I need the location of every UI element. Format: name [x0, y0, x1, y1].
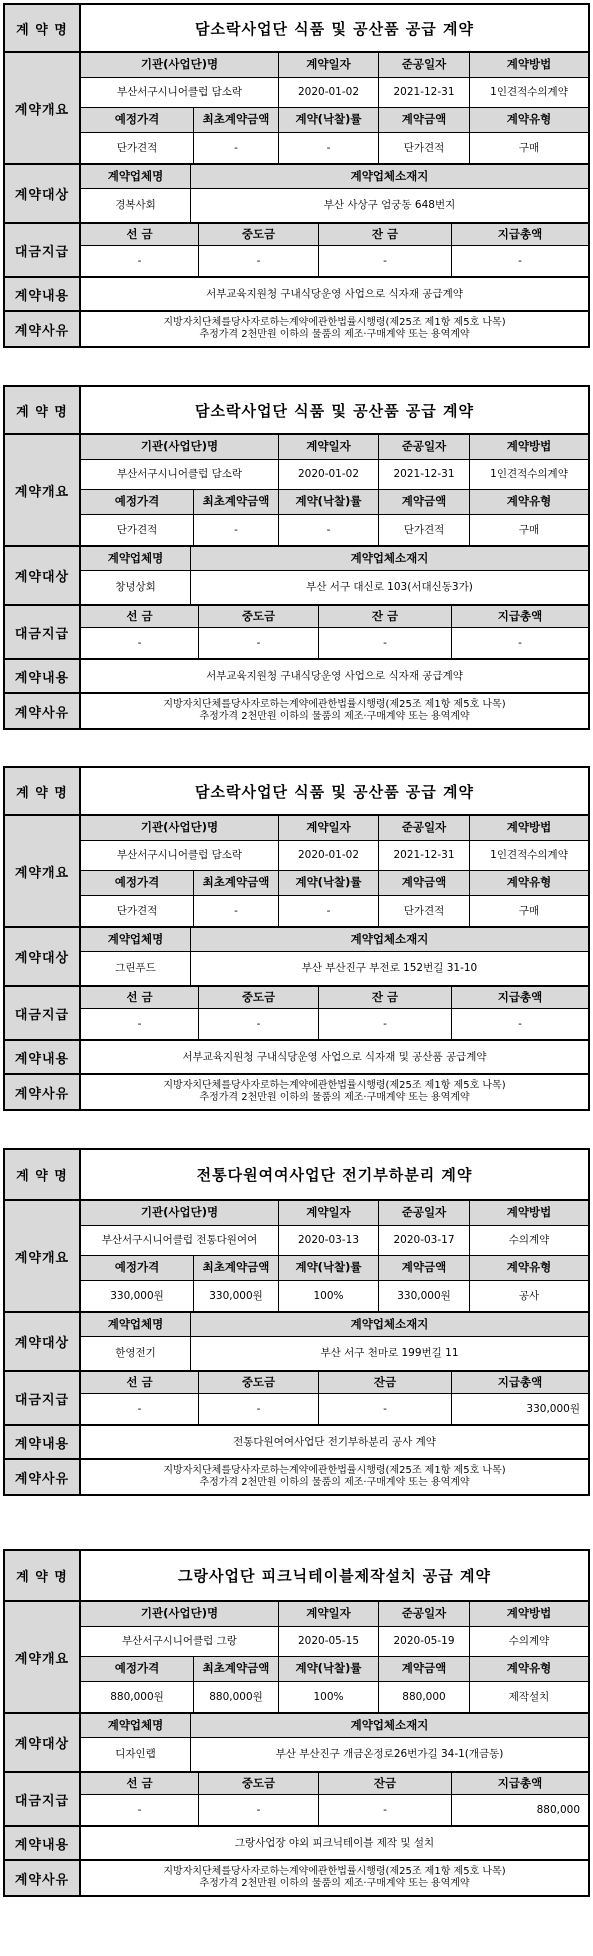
- reason-text: [81, 1075, 588, 1109]
- party-body: [81, 547, 588, 604]
- method-value: 1인견적수의계약: [470, 460, 588, 490]
- payment-grid: [81, 606, 588, 658]
- party-row: [5, 1714, 588, 1773]
- contract-title-body: [81, 387, 588, 433]
- completion-date-value: 2021-12-31: [379, 78, 470, 108]
- rate-value: 100%: [279, 1281, 379, 1311]
- contract-name-label: 계 약 명: [5, 768, 81, 814]
- agency-value: 부산서구시니어클럽 담소락: [81, 78, 279, 108]
- party-row: [5, 928, 588, 987]
- contract-date-value: 2020-01-02: [279, 78, 379, 108]
- company-name-value: 경복사회: [81, 189, 191, 222]
- party-row: [5, 165, 588, 224]
- reason-label: 계약사유: [5, 1075, 81, 1109]
- overview-body: [81, 1201, 588, 1311]
- contract-date-value: 2020-05-15: [279, 1627, 379, 1657]
- method-header: 계약방법: [470, 816, 588, 841]
- party-body: [81, 165, 588, 222]
- completion-date-header: 준공일자: [379, 53, 470, 78]
- advance-header: 선 금: [81, 224, 199, 246]
- overview-row: [5, 816, 588, 928]
- completion-date-header: 준공일자: [379, 816, 470, 841]
- party-label: 계약대상: [5, 547, 81, 604]
- interim-value: -: [199, 628, 319, 658]
- payment-body: [81, 606, 588, 658]
- contract-type-header: 계약유형: [470, 108, 588, 133]
- contract-title-row: [5, 768, 588, 816]
- contract-type-header: 계약유형: [470, 871, 588, 896]
- company-name-value: 디자인랩: [81, 1738, 191, 1771]
- contract-title-row: [5, 387, 588, 435]
- company-address-header: 계약업체소재지: [191, 547, 588, 571]
- content-body: [81, 1827, 588, 1859]
- initial-amount-header: 최초계약금액: [194, 108, 279, 133]
- reason-text: [81, 694, 588, 728]
- agency-header: 기관(사업단)명: [81, 1602, 279, 1627]
- company-address-value: 부산 부산진구 부전로 152번길 31-10: [191, 952, 588, 985]
- reason-label: 계약사유: [5, 1460, 81, 1494]
- party-row: [5, 1313, 588, 1372]
- reason-row: [5, 1075, 588, 1109]
- payment-body: [81, 1372, 588, 1424]
- estimated-price-header: 예정가격: [81, 1657, 194, 1682]
- initial-amount-header: 최초계약금액: [194, 871, 279, 896]
- reason-line-2: 추정가격 2천만원 이하의 물품의 제조·구매계약 또는 용역계약: [199, 329, 470, 340]
- company-address-header: 계약업체소재지: [191, 928, 588, 952]
- total-header: 지급총액: [452, 1773, 588, 1795]
- balance-value: -: [319, 1009, 452, 1039]
- contract-amount-value: 330,000원: [379, 1281, 470, 1311]
- overview-label: 계약개요: [5, 1201, 81, 1311]
- rate-header: 계약(낙찰)률: [279, 1256, 379, 1281]
- interim-value: -: [199, 246, 319, 276]
- advance-value: -: [81, 1009, 199, 1039]
- method-header: 계약방법: [470, 53, 588, 78]
- method-value: 수의계약: [470, 1226, 588, 1256]
- interim-value: -: [199, 1394, 319, 1424]
- contract-name-label: 계 약 명: [5, 387, 81, 433]
- estimated-price-header: 예정가격: [81, 108, 194, 133]
- initial-amount-header: 최초계약금액: [194, 1657, 279, 1682]
- payment-grid: [81, 987, 588, 1039]
- payment-row: [5, 224, 588, 278]
- contract-amount-value: 단가견적: [379, 896, 470, 926]
- reason-line-2: 추정가격 2천만원 이하의 물품의 제조·구매계약 또는 용역계약: [199, 711, 470, 722]
- contract-type-value: 구매: [470, 133, 588, 163]
- initial-amount-value: -: [194, 515, 279, 545]
- overview-grid: [81, 1201, 588, 1311]
- company-name-value: 그린푸드: [81, 952, 191, 985]
- initial-amount-value: 330,000원: [194, 1281, 279, 1311]
- content-text: 서부교육지원청 구내식당운영 사업으로 식자재 공급계약: [206, 669, 463, 682]
- estimated-price-value: 880,000원: [81, 1682, 194, 1712]
- company-address-header: 계약업체소재지: [191, 165, 588, 189]
- overview-label: 계약개요: [5, 816, 81, 926]
- estimated-price-value: 330,000원: [81, 1281, 194, 1311]
- advance-value: -: [81, 1795, 199, 1825]
- party-grid: [81, 165, 588, 222]
- overview-row: [5, 1201, 588, 1313]
- estimated-price-value: 단가견적: [81, 896, 194, 926]
- contract-name-label: 계 약 명: [5, 1150, 81, 1199]
- contract-card: [3, 1549, 590, 1897]
- payment-body: [81, 987, 588, 1039]
- company-address-value: 부산 서구 천마로 199번길 11: [191, 1337, 588, 1370]
- interim-header: 중도금: [199, 1773, 319, 1795]
- content-row: [5, 1041, 588, 1075]
- content-body: [81, 660, 588, 692]
- total-value: 330,000원: [452, 1394, 588, 1424]
- party-grid: [81, 1313, 588, 1370]
- contract-type-value: 구매: [470, 515, 588, 545]
- contract-type-value: 제작설치: [470, 1682, 588, 1712]
- company-name-header: 계약업체명: [81, 1714, 191, 1738]
- reason-body: [81, 1861, 588, 1895]
- initial-amount-value: -: [194, 133, 279, 163]
- estimated-price-header: 예정가격: [81, 490, 194, 515]
- balance-header: 잔 금: [319, 224, 452, 246]
- reason-row: [5, 312, 588, 346]
- content-text: 그랑사업장 야외 피크닉테이블 제작 및 설치: [234, 1836, 435, 1849]
- advance-value: -: [81, 1394, 199, 1424]
- balance-header: 잔금: [319, 1372, 452, 1394]
- estimated-price-header: 예정가격: [81, 1256, 194, 1281]
- content-text: 서부교육지원청 구내식당운영 사업으로 식자재 및 공산품 공급계약: [182, 1050, 487, 1063]
- advance-value: -: [81, 246, 199, 276]
- content-body: [81, 278, 588, 310]
- content-label: 계약내용: [5, 278, 81, 310]
- total-header: 지급총액: [452, 224, 588, 246]
- contract-date-header: 계약일자: [279, 435, 379, 460]
- reason-body: [81, 1075, 588, 1109]
- method-header: 계약방법: [470, 1602, 588, 1627]
- reason-line-1: 지방자치단체를당사자로하는계약에관한법률시행령(제25조 제1항 제5호 나목): [163, 1080, 506, 1091]
- party-body: [81, 1313, 588, 1370]
- content-label: 계약내용: [5, 660, 81, 692]
- rate-value: -: [279, 133, 379, 163]
- company-name-value: 창녕상회: [81, 571, 191, 604]
- content-row: [5, 278, 588, 312]
- method-header: 계약방법: [470, 435, 588, 460]
- completion-date-value: 2021-12-31: [379, 460, 470, 490]
- party-grid: [81, 1714, 588, 1771]
- party-grid: [81, 928, 588, 985]
- contract-date-header: 계약일자: [279, 53, 379, 78]
- contract-date-header: 계약일자: [279, 1201, 379, 1226]
- agency-header: 기관(사업단)명: [81, 816, 279, 841]
- balance-value: -: [319, 1394, 452, 1424]
- payment-grid: [81, 1773, 588, 1825]
- contract-amount-value: 단가견적: [379, 133, 470, 163]
- contract-amount-header: 계약금액: [379, 1657, 470, 1682]
- contract-card: [3, 385, 590, 730]
- balance-header: 잔 금: [319, 606, 452, 628]
- agency-value: 부산서구시니어클럽 전통다원여여: [81, 1226, 279, 1256]
- completion-date-value: 2021-12-31: [379, 841, 470, 871]
- completion-date-header: 준공일자: [379, 435, 470, 460]
- interim-header: 중도금: [199, 1372, 319, 1394]
- contract-title: 그랑사업단 피크닉테이블제작설치 공급 계약: [178, 1567, 491, 1585]
- contract-title: 전통다원여여사업단 전기부하분리 계약: [196, 1166, 473, 1184]
- total-value: -: [452, 1009, 588, 1039]
- reason-text: [81, 312, 588, 346]
- overview-body: [81, 1602, 588, 1712]
- completion-date-header: 준공일자: [379, 1201, 470, 1226]
- contract-type-header: 계약유형: [470, 490, 588, 515]
- overview-body: [81, 816, 588, 926]
- completion-date-header: 준공일자: [379, 1602, 470, 1627]
- contract-amount-header: 계약금액: [379, 490, 470, 515]
- content-row: [5, 660, 588, 694]
- rate-value: -: [279, 896, 379, 926]
- contract-title-body: [81, 1551, 588, 1600]
- interim-header: 중도금: [199, 606, 319, 628]
- company-name-header: 계약업체명: [81, 928, 191, 952]
- reason-row: [5, 1861, 588, 1895]
- reason-text: [81, 1861, 588, 1895]
- contract-date-header: 계약일자: [279, 816, 379, 841]
- contract-name-label: 계 약 명: [5, 1551, 81, 1600]
- method-value: 1인견적수의계약: [470, 78, 588, 108]
- party-body: [81, 928, 588, 985]
- company-name-header: 계약업체명: [81, 1313, 191, 1337]
- contract-date-value: 2020-01-02: [279, 460, 379, 490]
- content-label: 계약내용: [5, 1426, 81, 1458]
- payment-row: [5, 1372, 588, 1426]
- contract-amount-value: 880,000: [379, 1682, 470, 1712]
- payment-body: [81, 1773, 588, 1825]
- content-body: [81, 1426, 588, 1458]
- initial-amount-value: -: [194, 896, 279, 926]
- rate-header: 계약(낙찰)률: [279, 1657, 379, 1682]
- contract-amount-header: 계약금액: [379, 108, 470, 133]
- agency-value: 부산서구시니어클럽 담소락: [81, 841, 279, 871]
- reason-line-1: 지방자치단체를당사자로하는계약에관한법률시행령(제25조 제1항 제5호 나목): [163, 1866, 506, 1877]
- advance-value: -: [81, 628, 199, 658]
- company-address-value: 부산 사상구 엄궁동 648번지: [191, 189, 588, 222]
- advance-header: 선 금: [81, 987, 199, 1009]
- payment-grid: [81, 224, 588, 276]
- overview-label: 계약개요: [5, 1602, 81, 1712]
- overview-body: [81, 53, 588, 163]
- reason-body: [81, 312, 588, 346]
- party-body: [81, 1714, 588, 1771]
- contract-date-value: 2020-03-13: [279, 1226, 379, 1256]
- total-header: 지급총액: [452, 1372, 588, 1394]
- overview-grid: [81, 1602, 588, 1712]
- estimated-price-value: 단가견적: [81, 133, 194, 163]
- company-name-header: 계약업체명: [81, 165, 191, 189]
- balance-header: 잔금: [319, 1773, 452, 1795]
- agency-value: 부산서구시니어클럽 담소락: [81, 460, 279, 490]
- reason-body: [81, 1460, 588, 1494]
- balance-value: -: [319, 1795, 452, 1825]
- overview-grid: [81, 816, 588, 926]
- content-label: 계약내용: [5, 1041, 81, 1073]
- overview-grid: [81, 435, 588, 545]
- payment-body: [81, 224, 588, 276]
- company-address-header: 계약업체소재지: [191, 1313, 588, 1337]
- balance-header: 잔 금: [319, 987, 452, 1009]
- contract-amount-header: 계약금액: [379, 871, 470, 896]
- party-label: 계약대상: [5, 928, 81, 985]
- content-row: [5, 1426, 588, 1460]
- content-row: [5, 1827, 588, 1861]
- reason-row: [5, 694, 588, 728]
- content-body: [81, 1041, 588, 1073]
- company-name-header: 계약업체명: [81, 547, 191, 571]
- rate-header: 계약(낙찰)률: [279, 871, 379, 896]
- total-value: 880,000: [452, 1795, 588, 1825]
- party-grid: [81, 547, 588, 604]
- party-label: 계약대상: [5, 165, 81, 222]
- contract-title: 담소락사업단 식품 및 공산품 공급 계약: [195, 401, 474, 420]
- reason-line-2: 추정가격 2천만원 이하의 물품의 제조·구매계약 또는 용역계약: [199, 1477, 470, 1488]
- contract-title-body: [81, 1150, 588, 1199]
- payment-label: 대금지급: [5, 1372, 81, 1424]
- total-header: 지급총액: [452, 987, 588, 1009]
- contract-type-value: 구매: [470, 896, 588, 926]
- agency-value: 부산서구시니어클럽 그랑: [81, 1627, 279, 1657]
- balance-value: -: [319, 628, 452, 658]
- rate-header: 계약(낙찰)률: [279, 108, 379, 133]
- company-address-value: 부산 서구 대신로 103(서대신동3가): [191, 571, 588, 604]
- company-name-value: 한영전기: [81, 1337, 191, 1370]
- contract-card: [3, 1148, 590, 1496]
- total-value: -: [452, 246, 588, 276]
- payment-row: [5, 987, 588, 1041]
- contract-card: [3, 3, 590, 348]
- company-address-header: 계약업체소재지: [191, 1714, 588, 1738]
- party-label: 계약대상: [5, 1714, 81, 1771]
- total-header: 지급총액: [452, 606, 588, 628]
- method-value: 1인견적수의계약: [470, 841, 588, 871]
- estimated-price-value: 단가견적: [81, 515, 194, 545]
- method-header: 계약방법: [470, 1201, 588, 1226]
- contract-title: 담소락사업단 식품 및 공산품 공급 계약: [195, 19, 474, 38]
- contract-title-row: [5, 1150, 588, 1201]
- completion-date-value: 2020-05-19: [379, 1627, 470, 1657]
- company-address-value: 부산 부산진구 개금온정로26번가길 34-1(개금동): [191, 1738, 588, 1771]
- party-label: 계약대상: [5, 1313, 81, 1370]
- payment-label: 대금지급: [5, 987, 81, 1039]
- overview-label: 계약개요: [5, 435, 81, 545]
- overview-body: [81, 435, 588, 545]
- reason-line-2: 추정가격 2천만원 이하의 물품의 제조·구매계약 또는 용역계약: [199, 1878, 470, 1889]
- contract-name-label: 계 약 명: [5, 5, 81, 51]
- reason-line-1: 지방자치단체를당사자로하는계약에관한법률시행령(제25조 제1항 제5호 나목): [163, 317, 506, 328]
- contract-title-body: [81, 768, 588, 814]
- rate-header: 계약(낙찰)률: [279, 490, 379, 515]
- payment-label: 대금지급: [5, 224, 81, 276]
- contract-title-row: [5, 5, 588, 53]
- contract-type-header: 계약유형: [470, 1657, 588, 1682]
- advance-header: 선 금: [81, 606, 199, 628]
- agency-header: 기관(사업단)명: [81, 1201, 279, 1226]
- payment-label: 대금지급: [5, 606, 81, 658]
- payment-label: 대금지급: [5, 1773, 81, 1825]
- reason-line-1: 지방자치단체를당사자로하는계약에관한법률시행령(제25조 제1항 제5호 나목): [163, 1465, 506, 1476]
- reason-label: 계약사유: [5, 312, 81, 346]
- agency-header: 기관(사업단)명: [81, 53, 279, 78]
- contract-date-header: 계약일자: [279, 1602, 379, 1627]
- payment-row: [5, 606, 588, 660]
- payment-row: [5, 1773, 588, 1827]
- overview-row: [5, 1602, 588, 1714]
- reason-line-2: 추정가격 2천만원 이하의 물품의 제조·구매계약 또는 용역계약: [199, 1092, 470, 1103]
- contract-date-value: 2020-01-02: [279, 841, 379, 871]
- completion-date-value: 2020-03-17: [379, 1226, 470, 1256]
- content-text: 서부교육지원청 구내식당운영 사업으로 식자재 공급계약: [206, 287, 463, 300]
- contract-title-row: [5, 1551, 588, 1602]
- overview-label: 계약개요: [5, 53, 81, 163]
- interim-header: 중도금: [199, 987, 319, 1009]
- content-label: 계약내용: [5, 1827, 81, 1859]
- overview-row: [5, 435, 588, 547]
- method-value: 수의계약: [470, 1627, 588, 1657]
- reason-text: [81, 1460, 588, 1494]
- interim-value: -: [199, 1795, 319, 1825]
- contract-title: 담소락사업단 식품 및 공산품 공급 계약: [195, 782, 474, 801]
- reason-line-1: 지방자치단체를당사자로하는계약에관한법률시행령(제25조 제1항 제5호 나목): [163, 699, 506, 710]
- party-row: [5, 547, 588, 606]
- reason-label: 계약사유: [5, 694, 81, 728]
- overview-grid: [81, 53, 588, 163]
- interim-value: -: [199, 1009, 319, 1039]
- contract-type-header: 계약유형: [470, 1256, 588, 1281]
- reason-body: [81, 694, 588, 728]
- reason-label: 계약사유: [5, 1861, 81, 1895]
- interim-header: 중도금: [199, 224, 319, 246]
- balance-value: -: [319, 246, 452, 276]
- advance-header: 선 금: [81, 1372, 199, 1394]
- rate-value: -: [279, 515, 379, 545]
- total-value: -: [452, 628, 588, 658]
- initial-amount-value: 880,000원: [194, 1682, 279, 1712]
- contract-title-body: [81, 5, 588, 51]
- initial-amount-header: 최초계약금액: [194, 1256, 279, 1281]
- contract-amount-header: 계약금액: [379, 1256, 470, 1281]
- advance-header: 선 금: [81, 1773, 199, 1795]
- rate-value: 100%: [279, 1682, 379, 1712]
- contract-card: [3, 766, 590, 1111]
- content-text: 전통다원여여사업단 전기부하분리 공사 계약: [233, 1435, 436, 1448]
- estimated-price-header: 예정가격: [81, 871, 194, 896]
- contract-amount-value: 단가견적: [379, 515, 470, 545]
- contract-type-value: 공사: [470, 1281, 588, 1311]
- agency-header: 기관(사업단)명: [81, 435, 279, 460]
- payment-grid: [81, 1372, 588, 1424]
- overview-row: [5, 53, 588, 165]
- reason-row: [5, 1460, 588, 1494]
- initial-amount-header: 최초계약금액: [194, 490, 279, 515]
